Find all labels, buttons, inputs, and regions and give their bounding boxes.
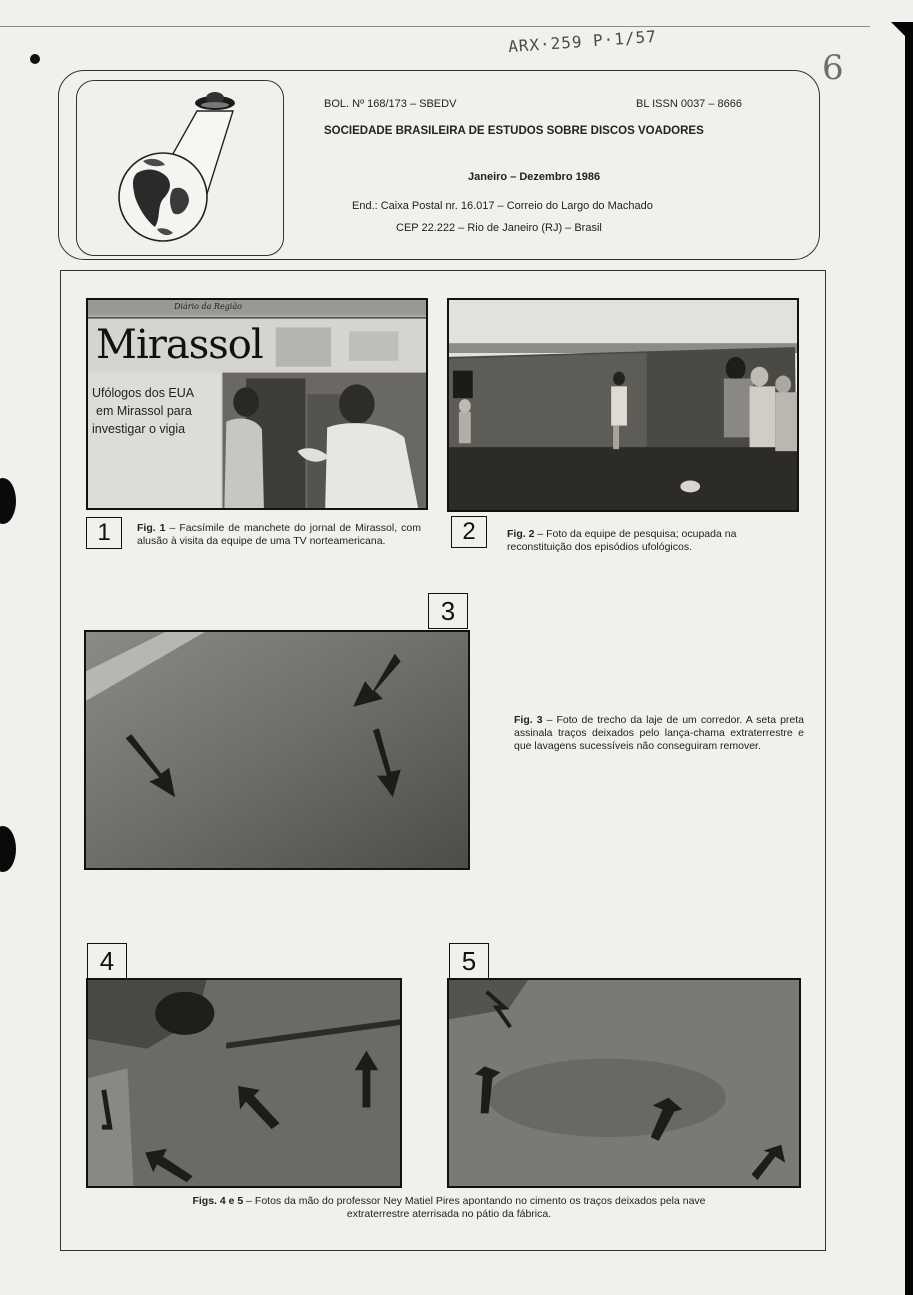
figure-3-caption: [514, 714, 804, 753]
figure-1-caption: [137, 522, 421, 548]
newspaper-masthead: Diário da Região: [174, 302, 242, 311]
figure-4-cement-photo: [86, 978, 402, 1188]
figure-1-newspaper-photo: [86, 298, 428, 510]
newspaper-headline: Mirassol: [96, 322, 263, 368]
figure-3-number: 3: [428, 593, 468, 629]
scan-corner: [891, 22, 913, 44]
society-name: SOCIEDADE BRASILEIRA DE ESTUDOS SOBRE DISCOS VOADORES: [324, 125, 704, 137]
society-logo: [76, 80, 284, 256]
archive-annotation: ARX·259 P·1/57: [507, 26, 658, 57]
figure-5-number: 5: [449, 943, 489, 979]
page-number: 6: [822, 48, 844, 88]
newspaper-subhead-line: em Mirassol para: [96, 404, 192, 418]
figures-4-5-caption-label: Figs. 4 e 5: [192, 1195, 244, 1207]
bulletin-number: BOL. Nº 168/173 – SBEDV: [324, 98, 457, 110]
figure-3-floor-photo: [84, 630, 470, 870]
scan-speck: [30, 54, 40, 64]
figure-5-cement-photo: [447, 978, 801, 1188]
figure-2-number: 2: [451, 516, 487, 548]
newspaper-subhead: [92, 384, 194, 438]
figure-3-caption-text: – Foto de trecho da laje de um corredor. A seta preta assinala traços deixados pelo lança-chama extraterrestre e que lavagens sucessíveis não conseguiram remover.: [514, 714, 804, 752]
figure-2-caption-label: Fig. 2: [507, 528, 535, 540]
figure-1-caption-label: Fig. 1: [137, 522, 166, 534]
floor-photo-image: [86, 632, 468, 868]
globe-ufo-icon: [77, 81, 282, 254]
scan-right-edge: [905, 30, 913, 1295]
figure-1-number: 1: [86, 517, 122, 549]
publication-period: Janeiro – Dezembro 1986: [468, 171, 601, 183]
punch-hole-upper: [0, 478, 16, 524]
figures-4-5-caption-text: – Fotos da mão do professor Ney Matiel Pires apontando no cimento os traços deixados pela nave extraterrestre aterrisada no pátio da fábrica.: [243, 1195, 706, 1220]
figures-4-5-caption: [180, 1195, 718, 1221]
cement-photo-image: [449, 980, 799, 1186]
newspaper-subhead-line: investigar o vigia: [92, 422, 186, 436]
figure-2-caption-text: – Foto da equipe de pesquisa; ocupada na reconstituição dos episódios ufológicos.: [507, 528, 737, 553]
figure-2-caption: [507, 528, 799, 554]
figure-1-caption-text: – Facsímile de manchete do jornal de Mirassol, com alusão à visita da equipe de uma TV norteamericana.: [137, 522, 421, 547]
postal-code-city: CEP 22.222 – Rio de Janeiro (RJ) – Brasil: [396, 222, 602, 234]
figure-2-team-photo: [447, 298, 799, 512]
punch-hole-lower: [0, 826, 16, 872]
newspaper-subhead-line: Ufólogos dos EUA: [92, 386, 195, 400]
figure-3-caption-label: Fig. 3: [514, 714, 543, 726]
figure-4-number: 4: [87, 943, 127, 979]
issn-number: BL ISSN 0037 – 8666: [636, 98, 743, 110]
scan-top-edge: [0, 26, 870, 27]
cement-photo-image: [88, 980, 400, 1186]
team-photo-image: [449, 300, 797, 510]
postal-address: End.: Caixa Postal nr. 16.017 – Correio do Largo do Machado: [352, 200, 653, 212]
